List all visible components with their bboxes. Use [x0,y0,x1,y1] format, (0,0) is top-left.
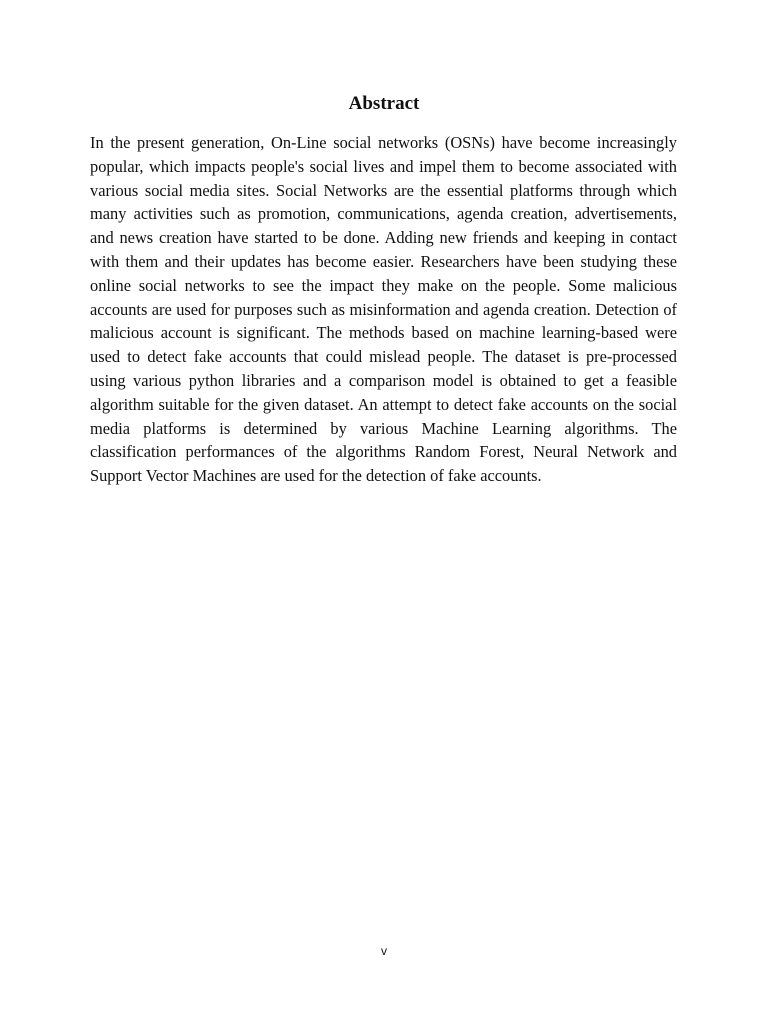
page-number: v [381,944,387,958]
abstract-heading: Abstract [348,93,420,114]
abstract-paragraph: In the present generation, On-Line social networks (OSNs) have become increasingly popular, which impacts people's social lives and impel them to become associated with various social media sites. Social Networks are the essential platforms through which many activities such as promotion, communications, agenda creation, advertisements, and news creation have started to be done. Adding new friends and keeping in contact with them and their updates has become easier. Researchers have been studying these online social networks to see the impact they make on the people. Some malicious accounts are used for purposes such as misinformation and agenda creation. Detection of malicious account is significant. The methods based on machine learning-based were used to detect fake accounts that could mislead people. The dataset is pre-processed using various python libraries and a comparison model is obtained to get a feasible algorithm suitable for the given dataset. An attempt to detect fake accounts on the social media platforms is determined by various Machine Learning algorithms. The classification performances of the algorithms Random Forest, Neural Network and Support Vector Machines are used for the detection of fake accounts. [90,133,677,486]
